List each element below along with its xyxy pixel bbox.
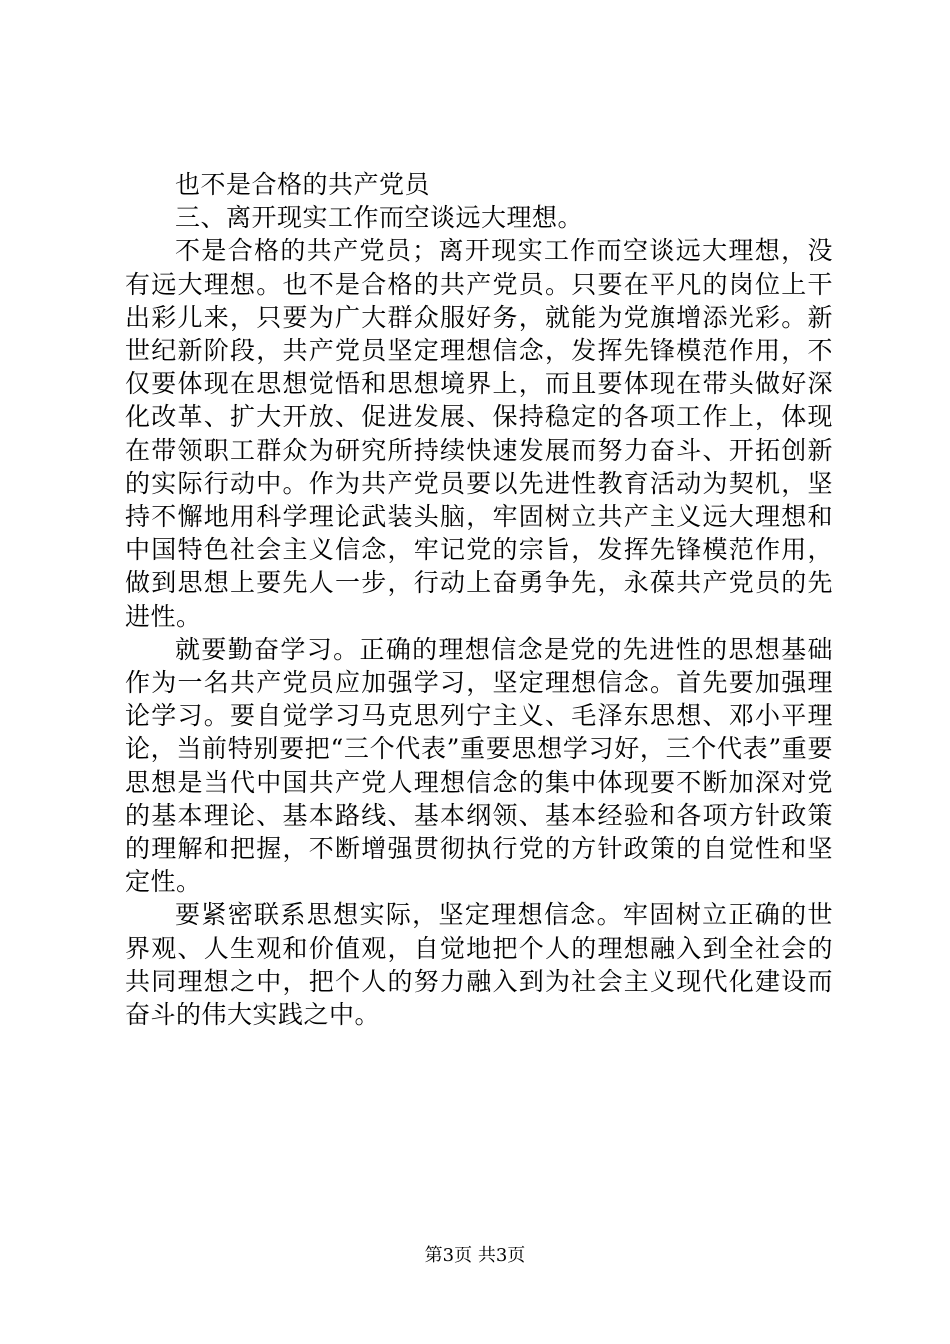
paragraph-4: 就要勤奋学习。正确的理想信念是党的先进性的思想基础作为一名共产党员应加强学习，坚定理想信念。首先要加强理论学习。要自觉学习马克思列宁主义、毛泽东思想、邓小平理论，当前特别要把“三个代表”重要思想学习好，三个代表”重要思想是当代中国共产党人理想信念的集中体现要不断加深对党的基本理论、基本路线、基本纲领、基本经验和各项方针政策的理解和把握，不断增强贯彻执行党的方针政策的自觉性和坚定性。: [125, 634, 833, 897]
page-number-label: 第3页 共3页: [424, 1245, 526, 1266]
document-body: [125, 168, 833, 1031]
paragraph-2-heading: 三、离开现实工作而空谈远大理想。: [175, 203, 584, 233]
paragraph-1: 也不是合格的共产党员: [175, 170, 431, 199]
paragraph-5: 要紧密联系思想实际，坚定理想信念。牢固树立正确的世界观、人生观和价值观，自觉地把个人的理想融入到全社会的共同理想之中，把个人的努力融入到为社会主义现代化建设而奋斗的伟大实践之中。: [125, 900, 833, 1030]
page-footer: [0, 1244, 950, 1268]
paragraph-3: 不是合格的共产党员；离开现实工作而空谈远大理想，没有远大理想。也不是合格的共产党员。只要在平凡的岗位上干出彩儿来，只要为广大群众服好务，就能为党旗增添光彩。新世纪新阶段，共产党员坚定理想信念，发挥先锋模范作用，不仅要体现在思想觉悟和思想境界上，而且要体现在带头做好深化改革、扩大开放、促进发展、保持稳定的各项工作上，体现在带领职工群众为研究所持续快速发展而努力奋斗、开拓创新的实际行动中。作为共产党员要以先进性教育活动为契机，坚持不懈地用科学理论武装头脑，牢固树立共产主义远大理想和中国特色社会主义信念，牢记党的宗旨，发挥先锋模范作用，做到思想上要先人一步，行动上奋勇争先，永葆共产党员的先进性。: [125, 236, 833, 631]
